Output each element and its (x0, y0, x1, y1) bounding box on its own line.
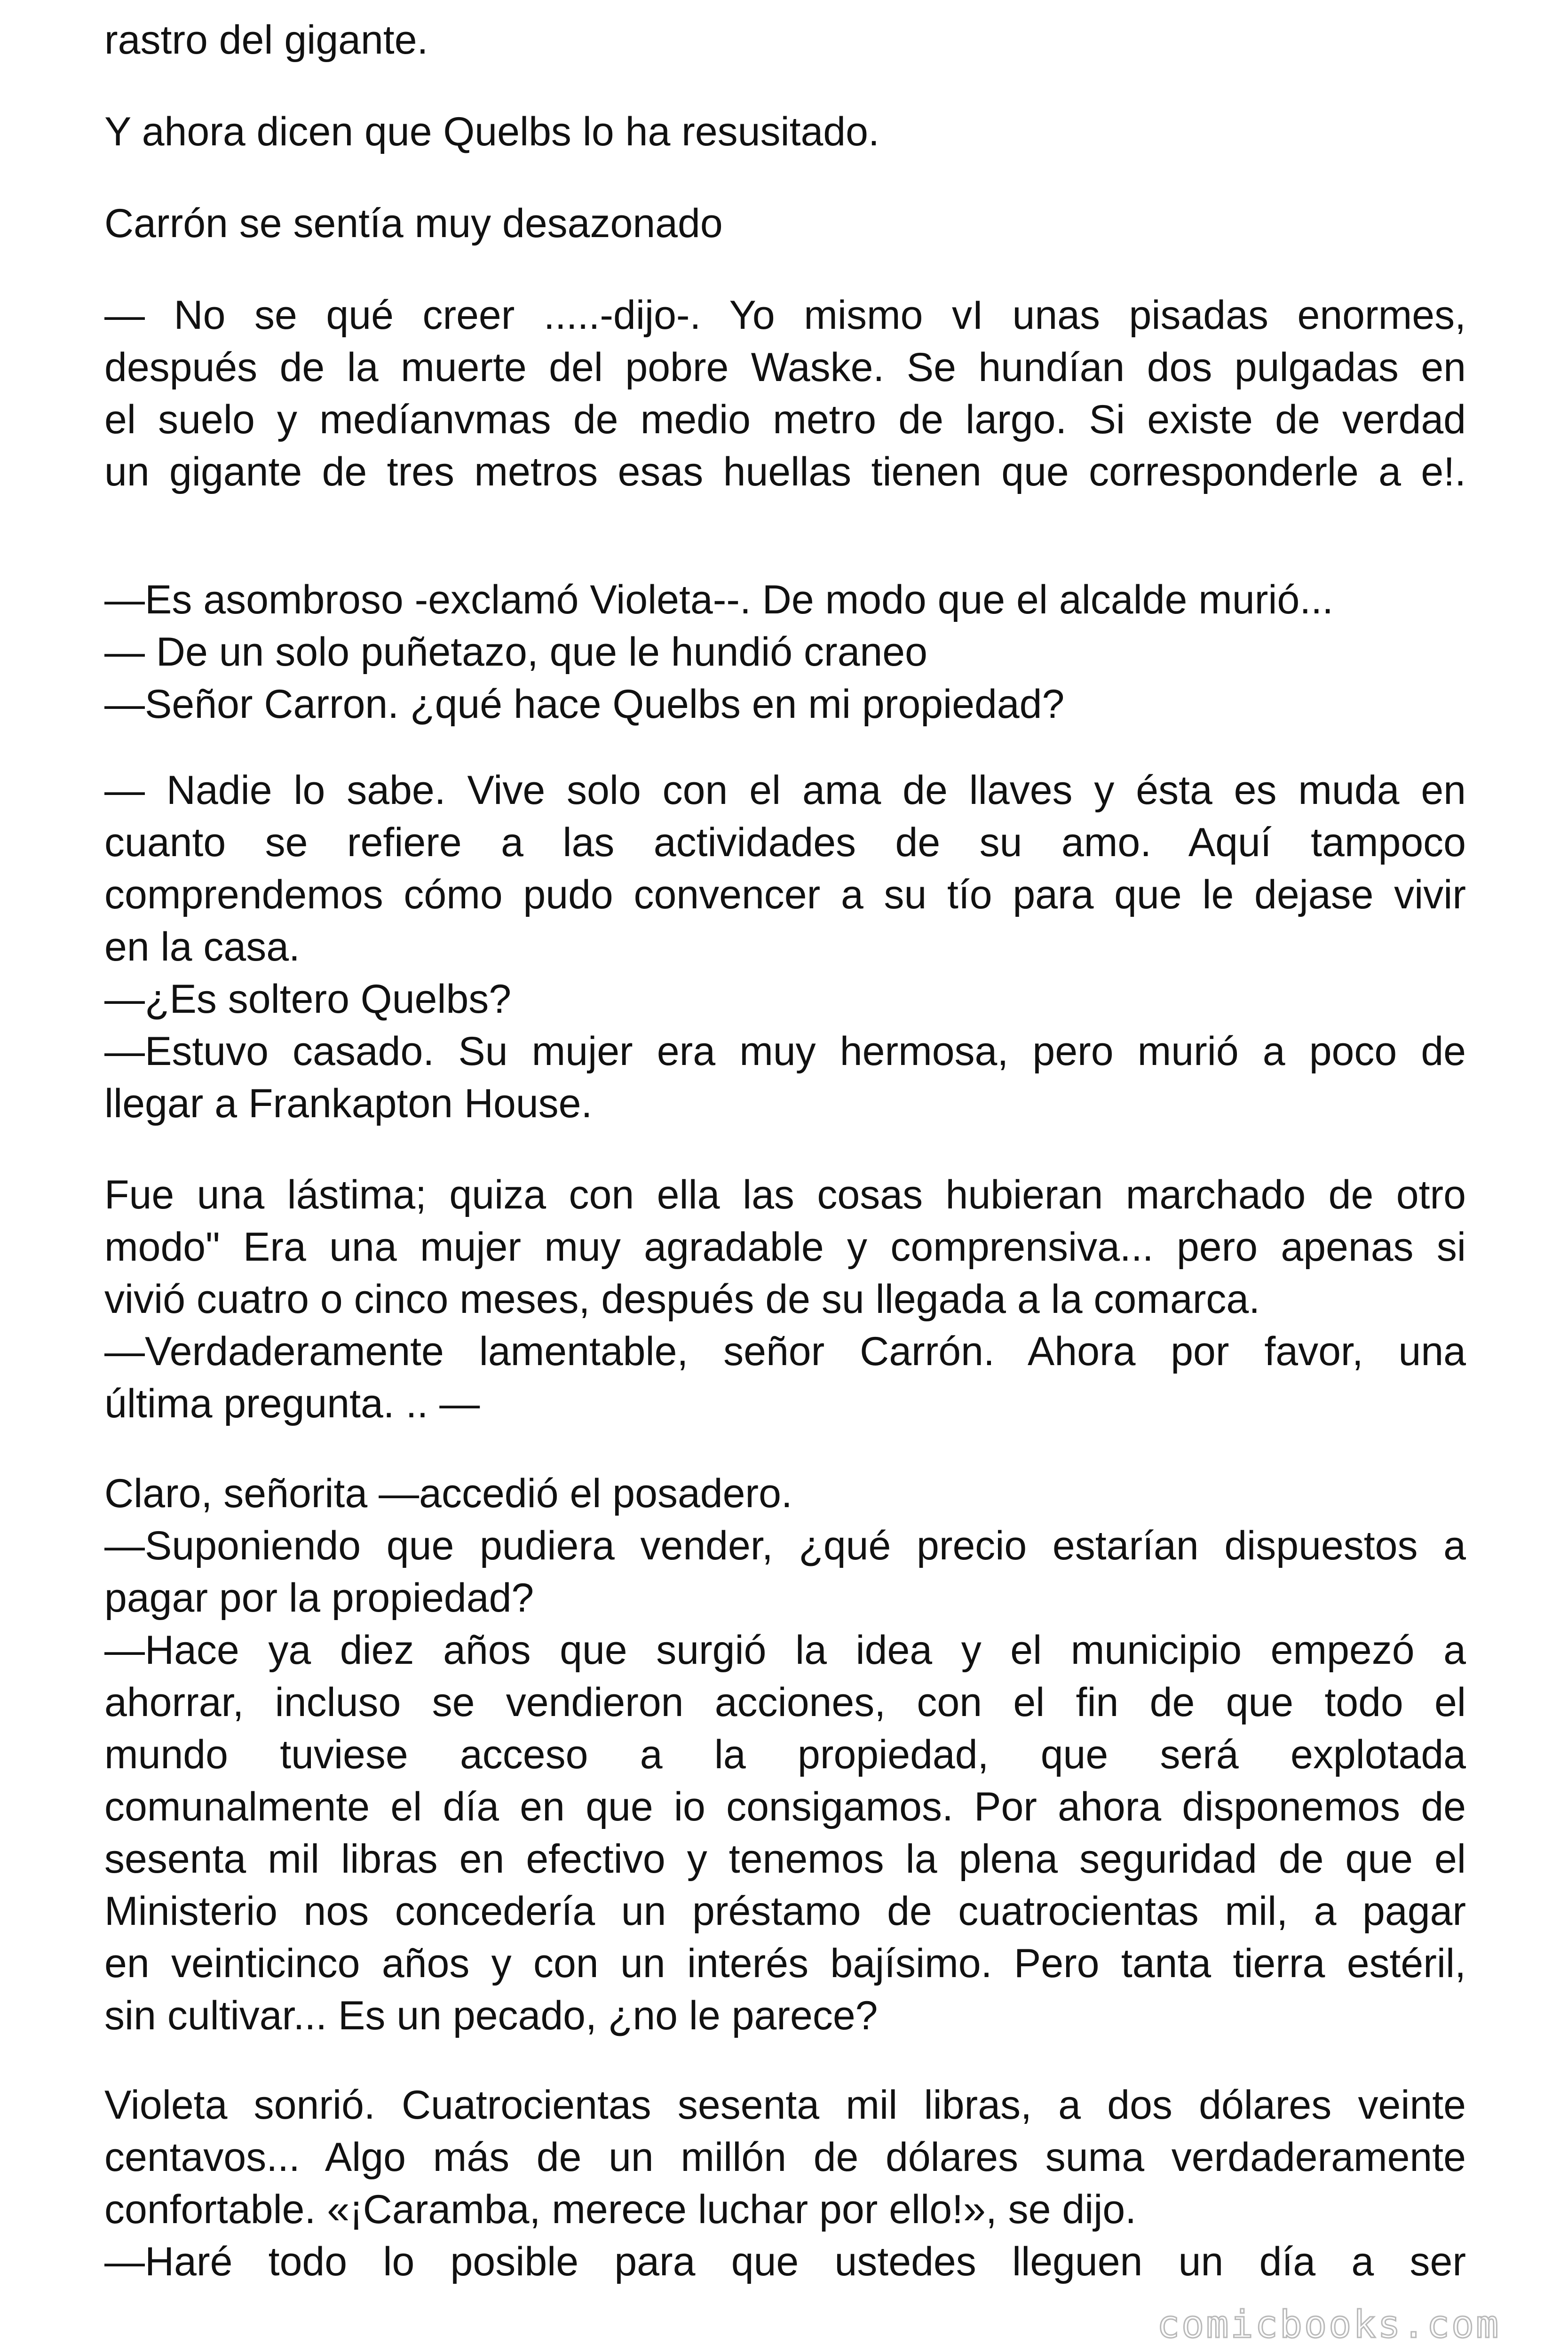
text-line: —Señor Carron. ¿qué hace Quelbs en mi propiedad? (104, 682, 1065, 727)
text-line: rastro del gigante. (104, 17, 428, 63)
text-line: después de la muerte del pobre Waske. Se hundían dos pulgadas en (104, 345, 1466, 390)
text-line: cuanto se refiere a las actividades de su amo. Aquí tampoco (104, 820, 1466, 865)
paragraph-2 (104, 106, 1466, 158)
text-line: Claro, señorita —accedió el posadero. (104, 1471, 792, 1516)
text-line: —Suponiendo que pudiera vender, ¿qué precio estarían dispuestos a (104, 1523, 1466, 1568)
text-line: pagar por la propiedad? (104, 1575, 534, 1621)
text-line: Ministerio nos concedería un préstamo de cuatrocientas mil, a pagar (104, 1889, 1466, 1934)
text-line: el suelo y medíanvmas de medio metro de largo. Si existe de verdad (104, 397, 1466, 442)
text-line: centavos... Algo más de un millón de dólares suma verdaderamente (104, 2135, 1466, 2180)
watermark: comicbooks.com (1157, 2303, 1501, 2346)
text-line: Y ahora dicen que Quelbs lo ha resusitado. (104, 109, 879, 154)
text-line: última pregunta. .. — (104, 1381, 480, 1426)
paragraph-5 (104, 574, 1466, 731)
text-line: un gigante de tres metros esas huellas tienen que corresponderle a e!. (104, 449, 1466, 494)
text-line: —Haré todo lo posible para que ustedes lleguen un día a ser (104, 2239, 1466, 2284)
text-line: —Es asombroso -exclamó Violeta--. De modo que el alcalde murió... (104, 577, 1334, 622)
text-line: —¿Es soltero Quelbs? (104, 977, 512, 1022)
text-line: sesenta mil libras en efectivo y tenemos la plena seguridad de que el (104, 1836, 1466, 1882)
paragraph-7 (104, 1169, 1466, 1430)
paragraph-3 (104, 198, 1466, 250)
text-line: ahorrar, incluso se vendieron acciones, con el fin de que todo el (104, 1680, 1466, 1725)
text-line: —Estuvo casado. Su mujer era muy hermosa, pero murió a poco de (104, 1029, 1466, 1074)
text-line: — De un solo puñetazo, que le hundió craneo (104, 629, 927, 675)
text-line: modo" Era una mujer muy agradable y comprensiva... pero apenas si (104, 1224, 1466, 1270)
document-page (104, 0, 1466, 2352)
text-line: — No se qué creer .....-dijo-. Yo mismo vI unas pisadas enormes, (104, 293, 1466, 338)
text-line: confortable. «¡Caramba, merece luchar por ello!», se dijo. (104, 2187, 1137, 2232)
text-line: sin cultivar... Es un pecado, ¿no le parece? (104, 1993, 878, 2038)
paragraph-9 (104, 2079, 1466, 2288)
text-line: en la casa. (104, 924, 300, 969)
text-line: Carrón se sentía muy desazonado (104, 201, 723, 246)
text-line: — Nadie lo sabe. Vive solo con el ama de llaves y ésta es muda en (104, 768, 1466, 813)
text-line: en veinticinco años y con un interés bajísimo. Pero tanta tierra estéril, (104, 1941, 1466, 1986)
text-line: vivió cuatro o cinco meses, después de su llegada a la comarca. (104, 1277, 1260, 1322)
text-line: Fue una lástima; quiza con ella las cosas hubieran marchado de otro (104, 1172, 1466, 1217)
text-line: llegar a Frankapton House. (104, 1081, 593, 1126)
text-line: comunalmente el día en que io consigamos. Por ahora disponemos de (104, 1784, 1466, 1829)
text-line: mundo tuviese acceso a la propiedad, que será explotada (104, 1732, 1466, 1777)
text-line: comprendemos cómo pudo convencer a su tío para que le dejase vivir (104, 872, 1466, 917)
paragraph-8 (104, 1468, 1466, 2042)
text-line: Violeta sonrió. Cuatrocientas sesenta mil libras, a dos dólares veinte (104, 2082, 1466, 2128)
paragraph-4 (104, 289, 1466, 498)
paragraph-6 (104, 764, 1466, 1130)
text-line: —Verdaderamente lamentable, señor Carrón. Ahora por favor, una (104, 1329, 1466, 1374)
paragraph-1 (104, 14, 1466, 66)
text-line: —Hace ya diez años que surgió la idea y el municipio empezó a (104, 1628, 1466, 1673)
